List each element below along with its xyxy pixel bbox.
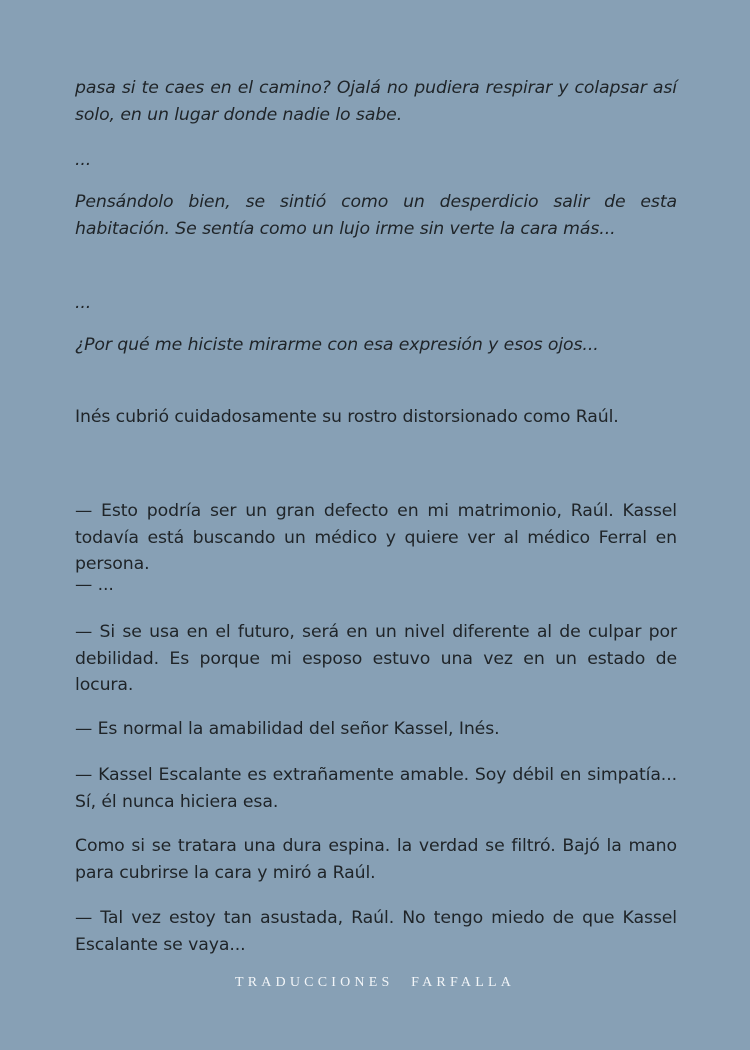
paragraph: Pensándolo bien, se sintió como un desperdicio salir de esta habitación. Se sentía como un lujo irme sin verte la cara más...	[75, 192, 677, 239]
ellipsis-paragraph: ...	[75, 150, 92, 170]
paragraph: Como si se tratara una dura espina. la verdad se filtró. Bajó la mano para cubrirse la cara y miró a Raúl.	[75, 836, 677, 883]
paragraph: ¿Por qué me hiciste mirarme con esa expresión y esos ojos...	[75, 335, 599, 355]
footer-credit: TRADUCCIONES FARFALLA	[234, 975, 516, 990]
paragraph: Inés cubrió cuidadosamente su rostro distorsionado como Raúl.	[75, 407, 619, 427]
dialogue-paragraph: — Es normal la amabilidad del señor Kassel, Inés.	[75, 719, 500, 739]
dialogue-paragraph: — ...	[75, 575, 114, 595]
dialogue-paragraph: — Kassel Escalante es extrañamente amable. Soy débil en simpatía... Sí, él nunca hiciera esa.	[75, 765, 677, 812]
dialogue-paragraph: — Esto podría ser un gran defecto en mi matrimonio, Raúl. Kassel todavía está buscando un médico y quiere ver al médico Ferral en persona.	[75, 501, 677, 574]
dialogue-paragraph: — Tal vez estoy tan asustada, Raúl. No tengo miedo de que Kassel Escalante se vaya...	[75, 908, 677, 955]
ellipsis-paragraph: ...	[75, 293, 92, 313]
paragraph: pasa si te caes en el camino? Ojalá no pudiera respirar y colapsar así solo, en un lugar donde nadie lo sabe.	[75, 78, 677, 125]
dialogue-paragraph: — Si se usa en el futuro, será en un nivel diferente al de culpar por debilidad. Es porque mi esposo estuvo una vez en un estado de locura.	[75, 622, 677, 695]
